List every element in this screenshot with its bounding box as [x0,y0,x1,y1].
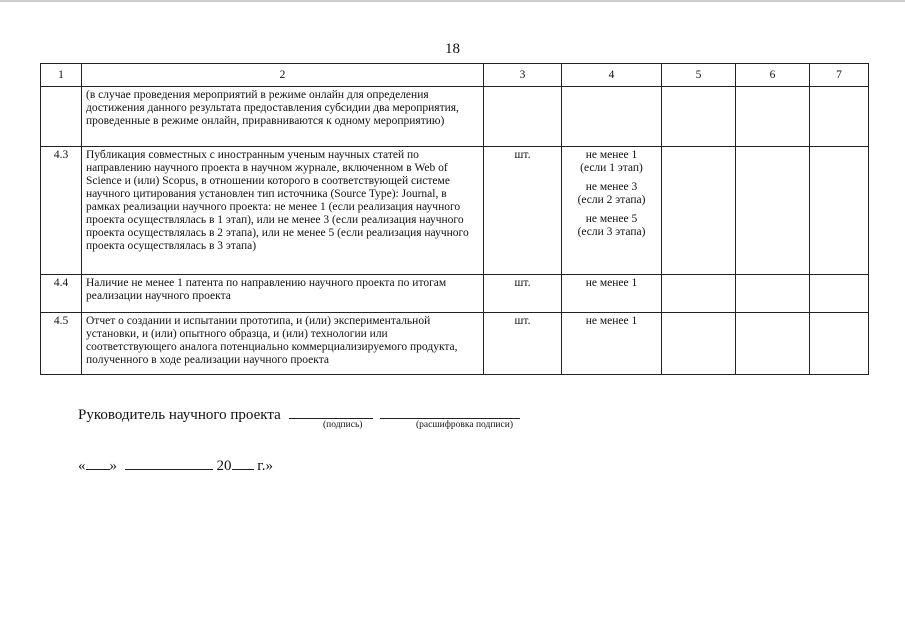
year-prefix: 20 [216,458,232,474]
signature-label: Руководитель научного проекта [78,407,281,423]
row-col-6 [736,275,810,313]
header-col-2: 2 [82,64,484,87]
date-close-quote: » [109,458,117,474]
row-col-7 [810,275,869,313]
year-blank [232,455,254,470]
header-col-1: 1 [41,64,82,87]
header-col-6: 6 [736,64,810,87]
row-col-7 [810,147,869,275]
table-row [41,313,869,375]
row-description: Наличие не менее 1 патента по направлению научного проекта по итогам реализации научного проекта [82,275,484,313]
row-number: 4.4 [41,275,82,313]
row-col-5 [662,313,736,375]
row-col-5 [662,147,736,275]
row-number: 4.5 [41,313,82,375]
row-value [562,87,662,147]
row-number: 4.3 [41,147,82,275]
header-col-7: 7 [810,64,869,87]
header-col-3: 3 [484,64,562,87]
day-blank [86,455,110,470]
year-suffix: г.» [257,458,273,474]
header-col-4: 4 [562,64,662,87]
value-line: не менее 1 [585,277,638,289]
signature-decode-blank [380,404,520,419]
row-col-5 [662,275,736,313]
top-edge-rule [0,0,905,2]
row-value [562,275,662,313]
signature-caption: (подпись) [323,420,363,430]
value-line: не менее 1 [585,315,638,327]
signature-blank [289,404,373,419]
signature-decode-caption: (расшифровка подписи) [416,420,513,430]
row-col-7 [810,313,869,375]
row-value [562,313,662,375]
table-row [41,275,869,313]
value-line: (если 3 этапа) [577,226,646,238]
table-row [41,147,869,275]
date-open-quote: « [78,458,86,474]
header-col-5: 5 [662,64,736,87]
value-line: не менее 3 [585,181,638,193]
value-line: не менее 5 [585,213,638,225]
value-line: (если 2 этапа) [577,194,646,206]
value-line: (если 1 этап) [580,162,643,174]
row-number [41,87,82,147]
value-line: не менее 1 [585,149,638,161]
indicators-table [40,63,869,375]
row-unit: шт. [484,313,562,375]
row-description: (в случае проведения мероприятий в режиме онлайн для определения достижения данного результата предоставления субсидии два мероприятия, проведенные в режиме онлайн, приравниваются к одному мероприятию) [82,87,484,147]
month-blank [125,455,213,470]
date-line [78,455,273,475]
row-col-6 [736,313,810,375]
header-row [41,64,869,87]
table-row [41,87,869,147]
row-unit: шт. [484,147,562,275]
row-col-7 [810,87,869,147]
page-number: 18 [445,41,460,57]
row-unit [484,87,562,147]
row-col-6 [736,147,810,275]
row-description: Отчет о создании и испытании прототипа, и (или) экспериментальной установки, и (или) опытного образца, и (или) технологии или соответствующего аналога потенциально коммерциализируемого продукта, полученного в ходе реализации научного проекта [82,313,484,375]
row-col-5 [662,87,736,147]
row-description: Публикация совместных с иностранным ученым научных статей по направлению научного проекта в научном журнале, включенном в Web of Science и (или) Scopus, в отношении которого в соответствующей системе научного цитирования установлен тип источника (Source Type): Journal, в рамках реализации научного проекта: не менее 1 (если реализация научного проекта осуществлялась в 1 этап), или не менее 3 (если реализация научного проекта осуществлялась в 2 этапа), или не менее 5 (если реализация научного проекта осуществлялась в 3 этапа) [82,147,484,275]
row-col-6 [736,87,810,147]
row-value [562,147,662,275]
row-unit: шт. [484,275,562,313]
